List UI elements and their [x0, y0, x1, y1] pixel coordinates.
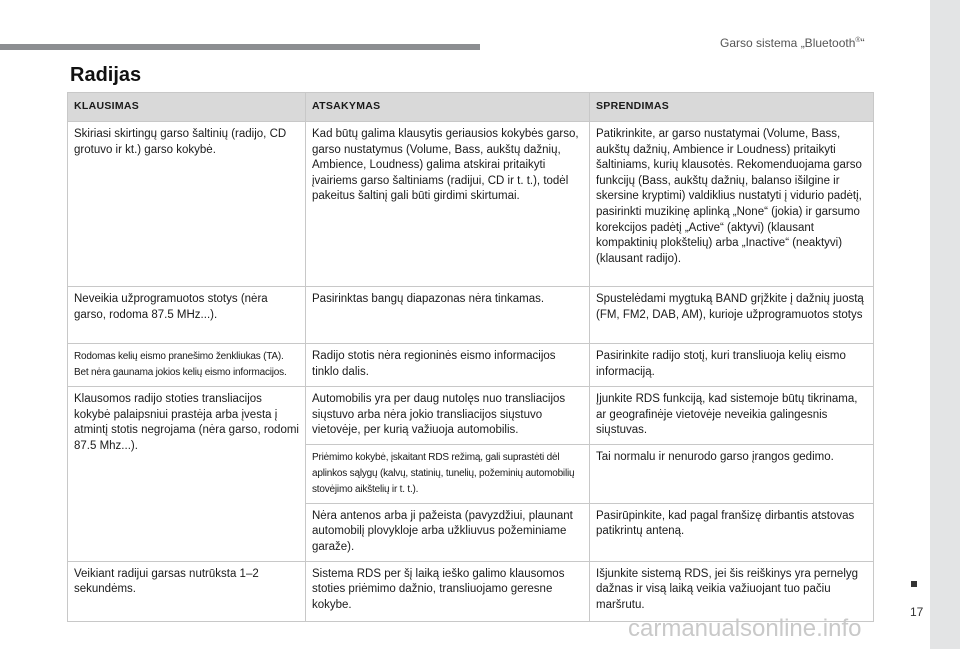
header-rule [0, 44, 480, 50]
table-row [68, 287, 874, 344]
answer-cell: Automobilis yra per daug nutolęs nuo transliacijos siųstuvo arba nėra jokio transliacijos siųstuvo vietovėje, per kurią važiuoja automobilis. [306, 387, 590, 445]
column-header-question: KLAUSIMAS [68, 93, 306, 122]
question-cell: Neveikia užprogramuotos stotys (nėra garso, rodoma 87.5 MHz...). [68, 287, 306, 344]
table-row [68, 387, 874, 445]
answer-cell: Priėmimo kokybė, įskaitant RDS režimą, gali suprastėti dėl aplinkos sąlygų (kalvų, statinių, tunelių, požeminių automobilių stovėjimo aikštelių ir t. t.). [306, 444, 590, 503]
page-title: Radijas [70, 64, 142, 86]
solution-cell: Išjunkite sistemą RDS, jei šis reiškinys yra pernelyg dažnas ir visą laiką veikia važiuojant tuo pačiu maršrutu. [590, 561, 874, 621]
column-header-solution: SPRENDIMAS [590, 93, 874, 122]
solution-cell: Pasirinkite radijo stotį, kuri transliuoja kelių eismo informaciją. [590, 344, 874, 387]
side-margin-strip [930, 0, 960, 649]
page-marker [911, 581, 917, 587]
table-header-row [68, 93, 874, 122]
answer-cell: Pasirinktas bangų diapazonas nėra tinkamas. [306, 287, 590, 344]
table-row [68, 561, 874, 621]
question-cell: Skiriasi skirtingų garso šaltinių (radijo, CD grotuvo ir kt.) garso kokybė. [68, 122, 306, 287]
section-header: Garso sistema „Bluetooth®“ [720, 36, 865, 50]
question-cell: Rodomas kelių eismo pranešimo ženkliukas (TA). Bet nėra gaunama jokios kelių eismo informacijos. [68, 344, 306, 387]
solution-cell: Patikrinkite, ar garso nustatymai (Volume, Bass, aukštų dažnių, Ambience ir Loudness) pritaikyti šaltiniams, kurių klausotės. Rekomenduojama garso funkcijų (Bass, aukštų dažnių, balanso išilgine ir skersine kryptimi) valdiklius nustatyti į vidurio padėtį, pasirinkti muzikinę aplinką „None“ (jokia) ir garsumo korekcijos padėtį „Active“ (aktyvi) (klausant kompaktinių plokštelių) arba „Inactive“ (neaktyvi) (klausant radijo). [590, 122, 874, 287]
table-row [68, 344, 874, 387]
question-cell: Veikiant radijui garsas nutrūksta 1–2 sekundėms. [68, 561, 306, 621]
answer-cell: Radijo stotis nėra regioninės eismo informacijos tinklo dalis. [306, 344, 590, 387]
troubleshooting-table [67, 92, 874, 622]
solution-cell: Pasirūpinkite, kad pagal franšizę dirbantis atstovas patikrintų anteną. [590, 503, 874, 561]
solution-cell: Įjunkite RDS funkciją, kad sistemoje būtų tikrinama, ar geografinėje vietovėje neveikia galingesnis siųstuvas. [590, 387, 874, 445]
solution-cell: Tai normalu ir nenurodo garso įrangos gedimo. [590, 444, 874, 503]
watermark: carmanualsonline.info [628, 615, 862, 642]
column-header-answer: ATSAKYMAS [306, 93, 590, 122]
answer-cell: Nėra antenos arba ji pažeista (pavyzdžiui, plaunant automobilį plovykloje arba užkliuvus požeminiame garaže). [306, 503, 590, 561]
table-row [68, 122, 874, 287]
page-number: 17 [910, 605, 924, 619]
solution-cell: Spustelėdami mygtuką BAND grįžkite į dažnių juostą (FM, FM2, DAB, AM), kurioje užprogramuotos stotys [590, 287, 874, 344]
answer-cell: Kad būtų galima klausytis geriausios kokybės garso, garso nustatymus (Volume, Bass, aukštų dažnių, Ambience, Loudness) galima atskirai pritaikyti įvairiems garso šaltiniams (radijui, CD ir t. t.), todėl pakeitus šaltinį gali būti girdimi skirtumai. [306, 122, 590, 287]
answer-cell: Sistema RDS per šį laiką ieško galimo klausomos stoties priėmimo dažnio, transliuojamo geresne kokybe. [306, 561, 590, 621]
question-cell: Klausomos radijo stoties transliacijos kokybė palaipsniui prastėja arba įvesta į atmintį stotis negrojama (nėra garso, rodomi 87.5 Mhz...). [68, 387, 306, 562]
